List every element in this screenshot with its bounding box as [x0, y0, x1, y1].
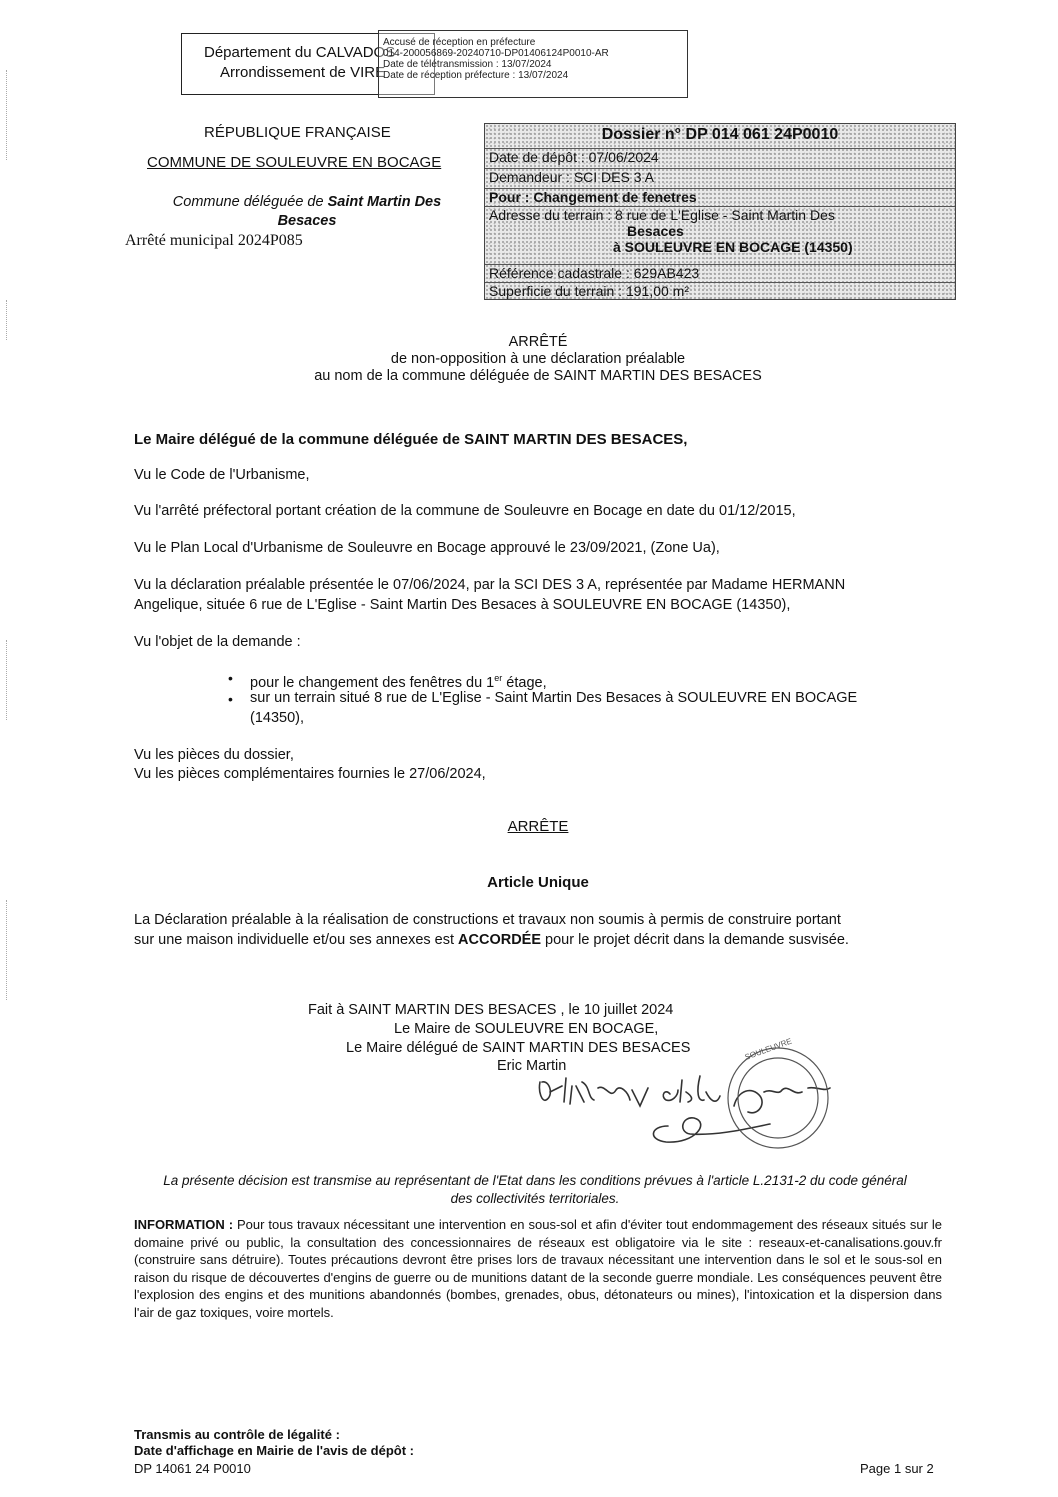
- bullet-text: sur un terrain situé 8 rue de L'Eglise - Saint Martin Des Besaces à SOULEUVRE EN BOCAGE: [250, 690, 858, 706]
- scan-artefact: [6, 900, 8, 1000]
- decision-part: pour le projet décrit dans la demande susvisée.: [541, 932, 849, 948]
- transmission-note: [140, 1172, 930, 1208]
- department-line: Département du CALVADOS: [204, 44, 396, 61]
- maire-heading: Le Maire délégué de la commune déléguée de SAINT MARTIN DES BESACES,: [134, 431, 688, 448]
- arrete-heading-text: ARRÊTE: [507, 818, 569, 835]
- dossier-pour: Pour : Changement de fenetres: [485, 188, 955, 206]
- note-line: La présente décision est transmise au représentant de l'Etat dans les conditions prévues à l'article L.2131-2 du code général: [163, 1173, 907, 1188]
- title-block: [134, 334, 942, 385]
- scan-artefact: [6, 640, 8, 720]
- bullet-dot: •: [228, 691, 233, 707]
- scan-artefact: [6, 300, 8, 340]
- dossier-demandeur: Demandeur : SCI DES 3 A: [485, 168, 955, 188]
- vu-declaration-line: Angelique, située 6 rue de L'Eglise - Saint Martin Des Besaces à SOULEUVRE EN BOCAGE (14350),: [134, 597, 791, 613]
- dossier-adresse: [485, 206, 955, 264]
- decision-line: [134, 930, 942, 950]
- decision-text: [134, 910, 942, 950]
- decision-accordee: ACCORDÉE: [458, 932, 542, 948]
- title-line: au nom de la commune déléguée de SAINT MARTIN DES BESACES: [314, 368, 762, 384]
- adresse-line: Besaces: [627, 223, 684, 239]
- vu-plu: Vu le Plan Local d'Urbanisme de Souleuvre en Bocage approuvé le 23/09/2021, (Zone Ua),: [134, 540, 720, 556]
- delegated-name: Saint Martin Des Besaces: [277, 194, 442, 229]
- footer-legalite: Transmis au contrôle de légalité :: [134, 1427, 340, 1442]
- prefecture-receipt-stamp: [378, 30, 688, 98]
- stamp-line: Date de réception préfecture : 13/07/2024: [383, 70, 569, 81]
- footer-dossier-ref: DP 14061 24 P0010: [134, 1461, 251, 1476]
- handwritten-signature: [520, 1030, 860, 1160]
- vu-arrete-prefectoral: Vu l'arrêté préfectoral portant création de la commune de Souleuvre en Bocage en date du 01/12/2015,: [134, 503, 796, 519]
- bullet-text: étage,: [502, 674, 547, 691]
- delegated-commune: [157, 193, 457, 231]
- stamp-line: Date de télétransmission : 13/07/2024: [383, 59, 552, 70]
- adresse-line: Adresse du terrain : 8 rue de L'Eglise - Saint Martin Des: [489, 207, 835, 223]
- svg-text:SOULEUVRE: SOULEUVRE: [743, 1036, 794, 1062]
- adresse-line: à SOULEUVRE EN BOCAGE (14350): [613, 239, 853, 255]
- stamp-line: 014-200056869-20240710-DP01406124P0010-AR: [383, 48, 609, 59]
- commune-heading: COMMUNE DE SOULEUVRE EN BOCAGE: [147, 154, 442, 171]
- article-heading: Article Unique: [487, 874, 589, 891]
- information-text: Pour tous travaux nécessitant une intervention en sous-sol et afin d'éviter tout endommagement des réseaux situés sur le domaine privé ou public, la consultation des concessionnaires de réseaux est obligatoire via le site : reseaux-et-canalisations.gouv.fr (construire sans détruire). Toutes précautions devront être prises lors de travaux nécessitant une intervention dans le sol et le sous-sol en raison du risque de découvertes d'engins de guerre ou de munitions datant de la seconde guerre mondiale. Les conséquences peuvent être l'explosion des engins et des munitions abandonnés (bombes, grenades, obus, détonateurs ou mines), l'intoxication et la dispersion dans l'air de gaz toxiques, voire mortels.: [134, 1217, 942, 1320]
- page-number: Page 1 sur 2: [860, 1461, 934, 1476]
- bullet-dot: •: [228, 670, 233, 686]
- dossier-title: Dossier n° DP 014 061 24P0010: [601, 126, 839, 143]
- dossier-box: [484, 123, 956, 300]
- decision-line: La Déclaration préalable à la réalisation de constructions et travaux non soumis à permis de construire portant: [134, 912, 841, 928]
- information-label: INFORMATION :: [134, 1217, 234, 1232]
- signature-maire-delegue: Le Maire délégué de SAINT MARTIN DES BESACES: [346, 1040, 691, 1056]
- title-arrete: ARRÊTÉ: [508, 334, 568, 350]
- arrondissement-line: Arrondissement de VIRE: [220, 64, 386, 81]
- signature-place-date: Fait à SAINT MARTIN DES BESACES , le 10 juillet 2024: [308, 1002, 674, 1018]
- bullet-text: (14350),: [250, 710, 305, 726]
- stamp-line: Accusé de réception en préfecture: [383, 37, 536, 48]
- scan-artefact: [6, 70, 8, 160]
- arrete-number: Arrêté municipal 2024P085: [125, 232, 303, 249]
- title-line: de non-opposition à une déclaration préalable: [390, 351, 686, 367]
- arrete-heading: [134, 818, 942, 835]
- bullet-text: pour le changement des fenêtres du 1: [250, 674, 495, 691]
- vu-pieces-complementaires: Vu les pièces complémentaires fournies le 27/06/2024,: [134, 766, 486, 782]
- note-line: des collectivités territoriales.: [450, 1191, 620, 1206]
- decision-part: sur une maison individuelle et/ou ses annexes est: [134, 932, 459, 948]
- dossier-superficie: Superficie du terrain : 191,00 m²: [485, 282, 955, 299]
- vu-declaration: [134, 575, 942, 615]
- vu-pieces: Vu les pièces du dossier,: [134, 747, 294, 763]
- dossier-depot: Date de dépôt : 07/06/2024: [485, 148, 955, 168]
- footer-affichage: Date d'affichage en Mairie de l'avis de dépôt :: [134, 1443, 414, 1458]
- vu-code: Vu le Code de l'Urbanisme,: [134, 467, 310, 483]
- information-paragraph: [134, 1216, 942, 1321]
- dossier-reference: Référence cadastrale : 629AB423: [485, 264, 955, 282]
- delegated-prefix: Commune déléguée de: [172, 194, 328, 210]
- bullet-sup: er: [494, 673, 503, 683]
- vu-declaration-line: Vu la déclaration préalable présentée le 07/06/2024, par la SCI DES 3 A, représentée par Madame HERMANN: [134, 577, 846, 593]
- signature-maire: Le Maire de SOULEUVRE EN BOCAGE,: [394, 1021, 659, 1037]
- vu-objet: Vu l'objet de la demande :: [134, 634, 301, 650]
- signature-name: Eric Martin: [497, 1058, 567, 1074]
- bullet-item: [250, 688, 950, 728]
- republic-heading: RÉPUBLIQUE FRANÇAISE: [204, 124, 391, 141]
